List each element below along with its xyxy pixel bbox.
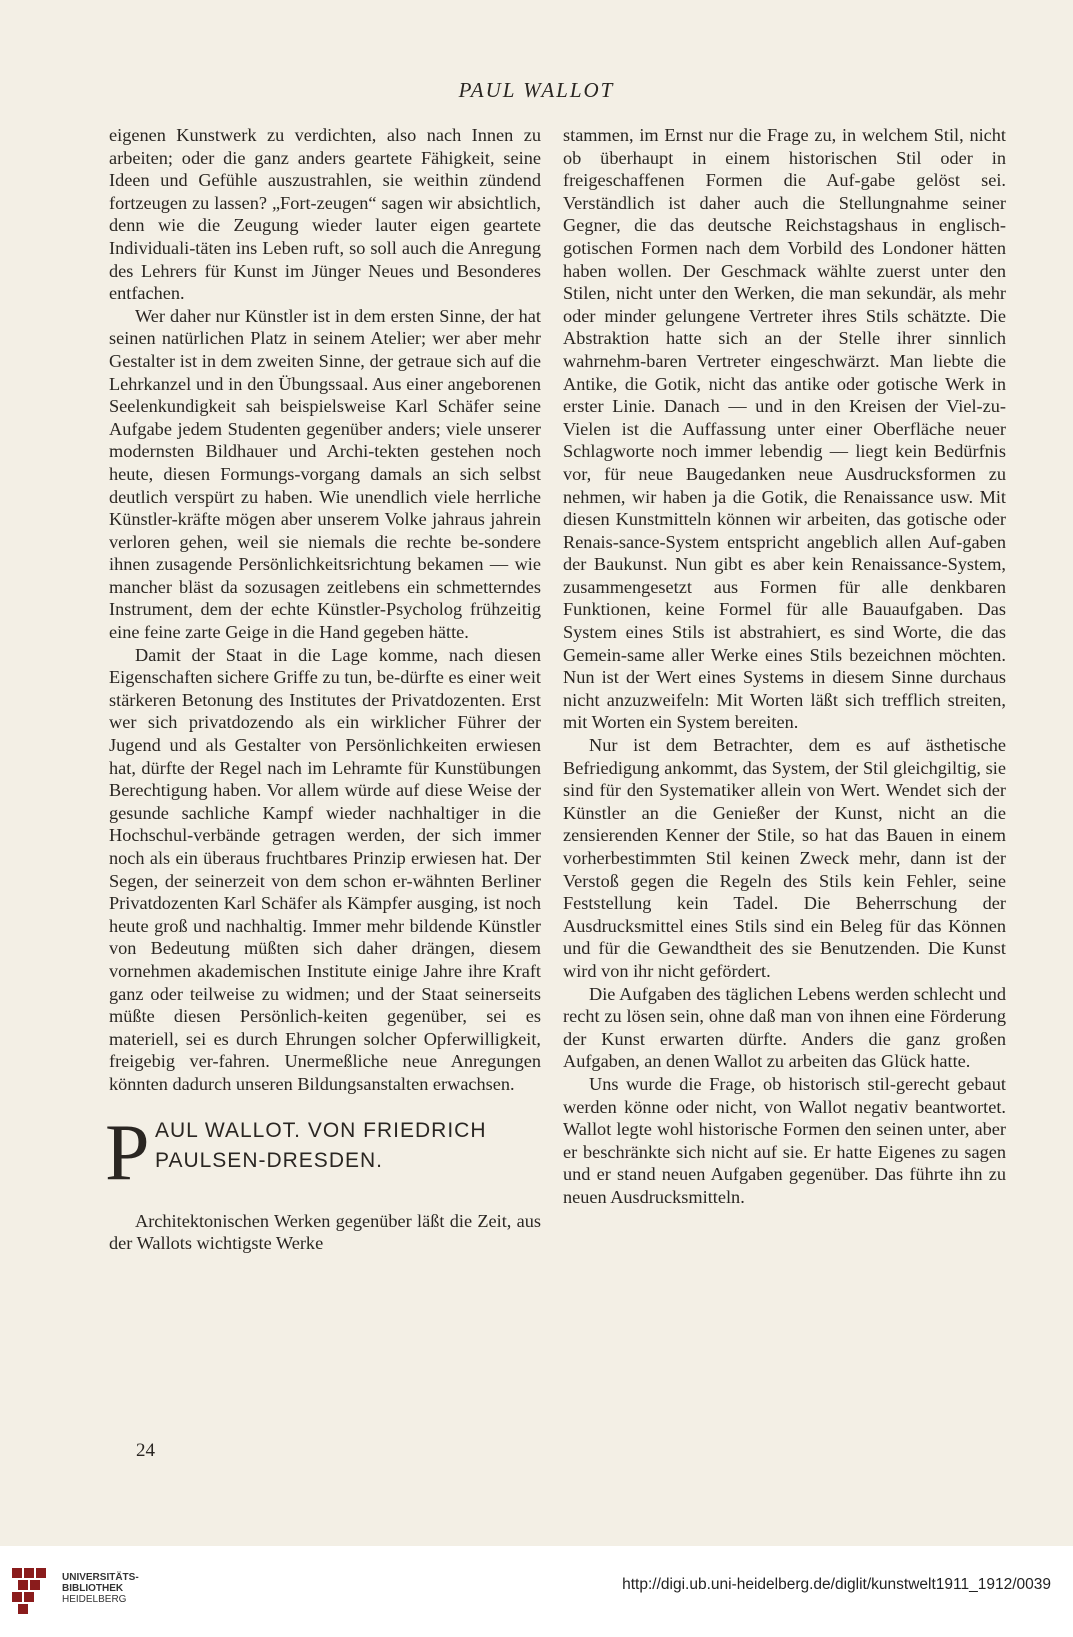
left-paragraph-3: Damit der Staat in die Lage komme, nach diesen Eigenschaften sichere Griffe zu tun, be-dürfte es einer weit stärkeren Betonung des Institutes der Privatdozenten. Erst wer sich privatdozendo als ein wirklicher Führer der Jugend und als Gestalter von Persönlichkeiten erwiesen hat, dürfte der Regel nach im Lehramte für Kunstübungen Berechtigung haben. Vor allem würde auf diese Weise der gesunde sachliche Kampf wieder nachhaltiger in die Hochschul-verbände getragen werden, der sich immer noch als ein überaus fruchtbares Prinzip erwiesen hat. Der Segen, der seinerzeit von dem schon er-wähnten Berliner Privatdozenten Karl Schäfer als Kämpfer ausging, ist noch heute groß und nachhaltig. Immer mehr bildende Künstler von Bedeutung müßten sich daher drängen, diesem vornehmen akademischen Institute einige Jahre ihre Kraft ganz oder teilweise zu widmen; und der Staat seinerseits müßte diesen Persönlich-keiten gegenüber, sei es materiell, sei es durch Ehrungen solcher Opferwilligkeit, freigebig ver-fahren. Unermeßliche neue Anregungen könnten dadurch unseren Bildungsanstalten erwachsen.	[109, 644, 541, 1094]
library-line-2: BIBLIOTHEK	[62, 1583, 124, 1594]
left-paragraph-1: eigenen Kunstwerk zu verdichten, also nach Innen zu arbeiten; oder die ganz anders geartete Fähigkeit, seine Ideen und Gefühle auszustrahlen, sie weithin zündend fortzeugen zu lassen? „Fort-zeugen“ sagen wir absichtlich, denn wie die Zeugung wieder lauter eigen geartete Individuali-täten ins Leben ruft, so soll auch die Anregung des Lehrers für Kunst im Jünger Neues und Besonderes entfachen.	[109, 125, 541, 304]
library-name	[62, 1572, 139, 1605]
library-line-1: UNIVERSITÄTS-	[62, 1572, 139, 1583]
right-paragraph-2: Nur ist dem Betrachter, dem es auf ästhetische Befriedigung ankommt, das System, der Stil gleichgiltig, sie sind für den Systematiker allein von Wert. Wendet sich der Künstler an die Genießer der Kunst, nicht an die zensierenden Kenner der Stile, so hat das Bauen in einem vorherbestimmten Stil keinen Zweck mehr, dann ist der Verstoß gegen die Regeln des Stils kein Fehler, seine Feststellung kein Tadel. Die Beherrschung der Ausdrucksmittel eines Stils sind ein Beleg für das Können und für die Gewandtheit des sie Benutzenden. Die Kunst wird von ihr nicht gefördert.	[563, 735, 1006, 981]
right-paragraph-3: Die Aufgaben des täglichen Lebens werden schlecht und recht zu lösen sein, ohne daß man von ihnen eine Förderung der Kunst erwarten dürfte. Anders die ganz großen Aufgaben, an denen Wallot zu arbeiten das Glück hatte.	[563, 983, 1006, 1072]
heading-line-1: AUL WALLOT. VON FRIEDRICH	[155, 1118, 487, 1142]
left-paragraph-2: Wer daher nur Künstler ist in dem ersten Sinne, der hat seinen natürlichen Platz in seinem Atelier; wer aber mehr Gestalter ist in dem zweiten Sinne, der getraue sich auf die Lehrkanzel und in den Übungssaal. Aus einer angeborenen Seelenkundigkeit sah beispielsweise Karl Schäfer seine Aufgabe jedem Studenten gegenüber anders; viele unserer modernsten Bildhauer und Archi-tekten gestehen noch heute, diesen Formungs-vorgang damals an sich selbst deutlich verspürt zu haben. Wie unendlich viele herrliche Künstler-kräfte mögen aber unserem Volke jahraus jahrein verloren gehen, weil sie niemals die rechte be-sondere ihnen zusagende Persönlichkeitsrichtung bekamen — wie mancher bläst da sozusagen zeitlebens ein schmetterndes Instrument, dem der echte Künstler-Psycholog frühzeitig eine feine zarte Geige in die Hand gegeben hätte.	[109, 305, 541, 643]
right-column	[563, 124, 1006, 1209]
footer-bar	[0, 1546, 1073, 1637]
article-heading	[105, 1108, 541, 1197]
right-paragraph-4: Uns wurde die Frage, ob historisch stil-gerecht gebaut werden könne oder nicht, von Wallot negativ beantwortet. Wallot legte wohl historische Formen den seinen unter, aber er beschränkte sich nicht auf sie. Er hatte Eigenes zu sagen und er stand neuen Aufgaben gegenüber. Das führte ihn zu neuen Ausdrucksmitteln.	[563, 1073, 1006, 1207]
left-paragraph-4: Architektonischen Werken gegenüber läßt die Zeit, aus der Wallots wichtigste Werke	[109, 1210, 541, 1254]
source-url-link[interactable]: http://digi.ub.uni-heidelberg.de/diglit/kunstwelt1911_1912/0039	[622, 1576, 1051, 1593]
library-logo-icon	[10, 1564, 56, 1616]
library-line-3: HEIDELBERG	[62, 1594, 127, 1605]
heading-line-2: PAULSEN-DRESDEN.	[155, 1148, 383, 1172]
left-column	[105, 124, 541, 1255]
running-head: PAUL WALLOT	[458, 78, 615, 102]
drop-cap: P	[105, 1108, 150, 1197]
right-paragraph-1: stammen, im Ernst nur die Frage zu, in welchem Stil, nicht ob überhaupt in einem historischen Stil oder in freigeschaffenen Formen die Auf-gabe gelöst sei. Verständlich ist daher auch die Stellungnahme seiner Gegner, die das deutsche Reichstagshaus in englisch-gotischen Formen nach dem Vorbild des Londoner hätten haben wollen. Der Geschmack wählte zuerst unter den Stilen, nicht unter den Werken, die man sekundär, als mehr oder minder gelungene Vertreter ihres Stils schätzte. Die Abstraktion hatte sich an der Stelle ihrer sinnlich wahrnehm-baren Vertreter eingeschwärzt. Man liebte die Antike, die Gotik, nicht das antike oder gotische Werk in erster Linie. Danach — und in den Kreisen der Viel-zu-Vielen ist die Auffassung unter einer Oberfläche neuer Schlagworte noch immer lebendig — liegt kein Bedürfnis vor, für neue Baugedanken neue Ausdrucksformen zu nehmen, wir haben ja die Gotik, die Renaissance usw. Mit diesen Kunstmitteln können wir arbeiten, das gotische oder Renais-sance-System entspricht angeblich allen Auf-gaben der Baukunst. Nun gibt es aber kein Renaissance-System, zusammengesetzt aus Formen für alle denkbaren Funktionen, keine Formel für alle Bauaufgaben. Das System eines Stils ist abstrahiert, es sind Worte, die das Gemein-same aller Werke eines Stils bezeichnen möchten. Nun ist der Wert eines Systems in diesem Sinne durchaus nicht anzuzweifeln: Mit Worten läßt sich trefflich streiten, mit Worten ein System bereiten.	[563, 125, 1006, 733]
page-number: 24	[136, 1440, 155, 1461]
